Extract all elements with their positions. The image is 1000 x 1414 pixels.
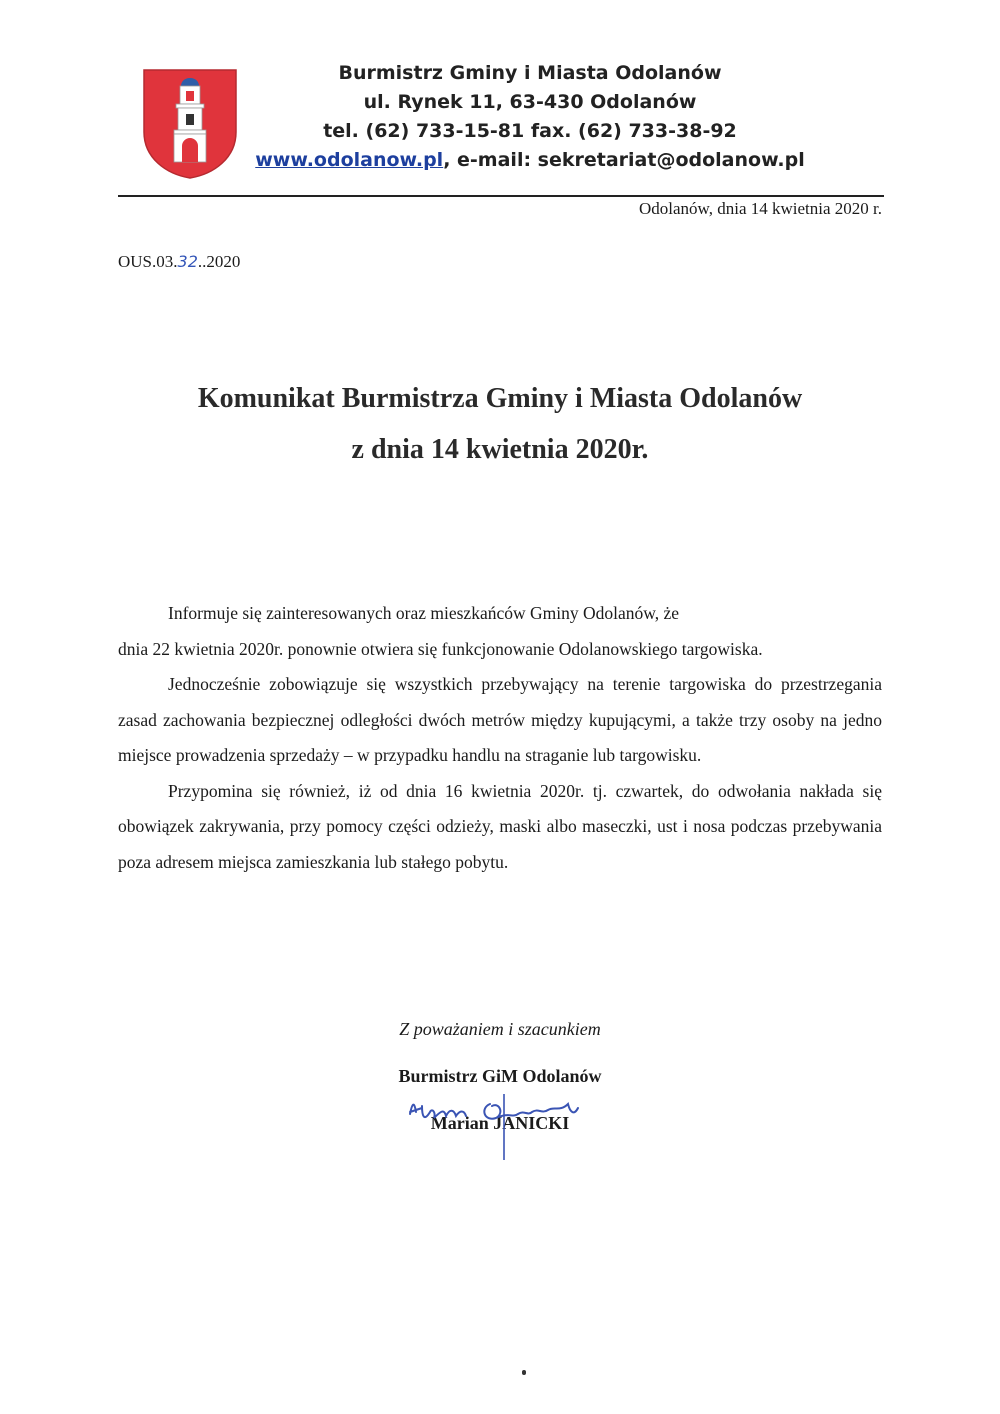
handwritten-signature-icon	[400, 1082, 600, 1162]
document-body	[118, 596, 882, 880]
paragraph-1-line-1: Informuje się zainteresowanych oraz mieszkańców Gminy Odolanów, że	[168, 603, 680, 623]
reference-number	[118, 252, 240, 272]
website-link[interactable]: www.odolanow.pl	[255, 149, 444, 171]
signatory-name: Marian JANICKI	[430, 1113, 570, 1133]
letterhead-phone-fax: tel. (62) 733-15-81 fax. (62) 733-38-92	[323, 120, 737, 142]
document-date: Odolanów, dnia 14 kwietnia 2020 r.	[639, 199, 882, 218]
reference-suffix: ..2020	[197, 252, 241, 271]
closing-greeting: Z poważaniem i szacunkiem	[399, 1019, 601, 1039]
document-subtitle-date: z dnia 14 kwietnia 2020r.	[351, 434, 649, 465]
reference-prefix: OUS.03.	[118, 252, 178, 271]
page-mark	[522, 1370, 526, 1375]
paragraph-3: Przypomina się również, iż od dnia 16 kwietnia 2020r. tj. czwartek, do odwołania nakłada się obowiązek zakrywania, przy pomocy części odzieży, maski albo maseczki, ust i nosa podczas przebywania poza adresem miejsca zamieszkania lub stałego pobytu.	[118, 780, 882, 872]
email-text: , e-mail: sekretariat@odolanow.pl	[443, 149, 805, 171]
odolanow-coat-of-arms-icon	[140, 66, 240, 180]
paragraph-2: Jednocześnie zobowiązuje się wszystkich przebywający na terenie targowiska do przestrzegania zasad zachowania bezpiecznej odległości dwóch metrów między kupującymi, a także trzy osoby na jedno miejsce prowadzenia sprzedaży – w przypadku handlu na straganie lub targowisku.	[118, 674, 882, 765]
document-title: Komunikat Burmistrza Gminy i Miasta Odolanów	[197, 383, 803, 414]
letterhead-address: ul. Rynek 11, 63-430 Odolanów	[363, 91, 697, 113]
paragraph-1-line-2: dnia 22 kwietnia 2020r. ponownie otwiera się funkcjonowanie Odolanowskiego targowiska.	[118, 638, 763, 659]
reference-handwritten-number: 32	[177, 252, 198, 271]
letterhead-divider	[118, 195, 884, 197]
signatory-role: Burmistrz GiM Odolanów	[398, 1066, 602, 1086]
letterhead-contact	[250, 149, 810, 171]
letterhead-office: Burmistrz Gminy i Miasta Odolanów	[338, 62, 722, 84]
